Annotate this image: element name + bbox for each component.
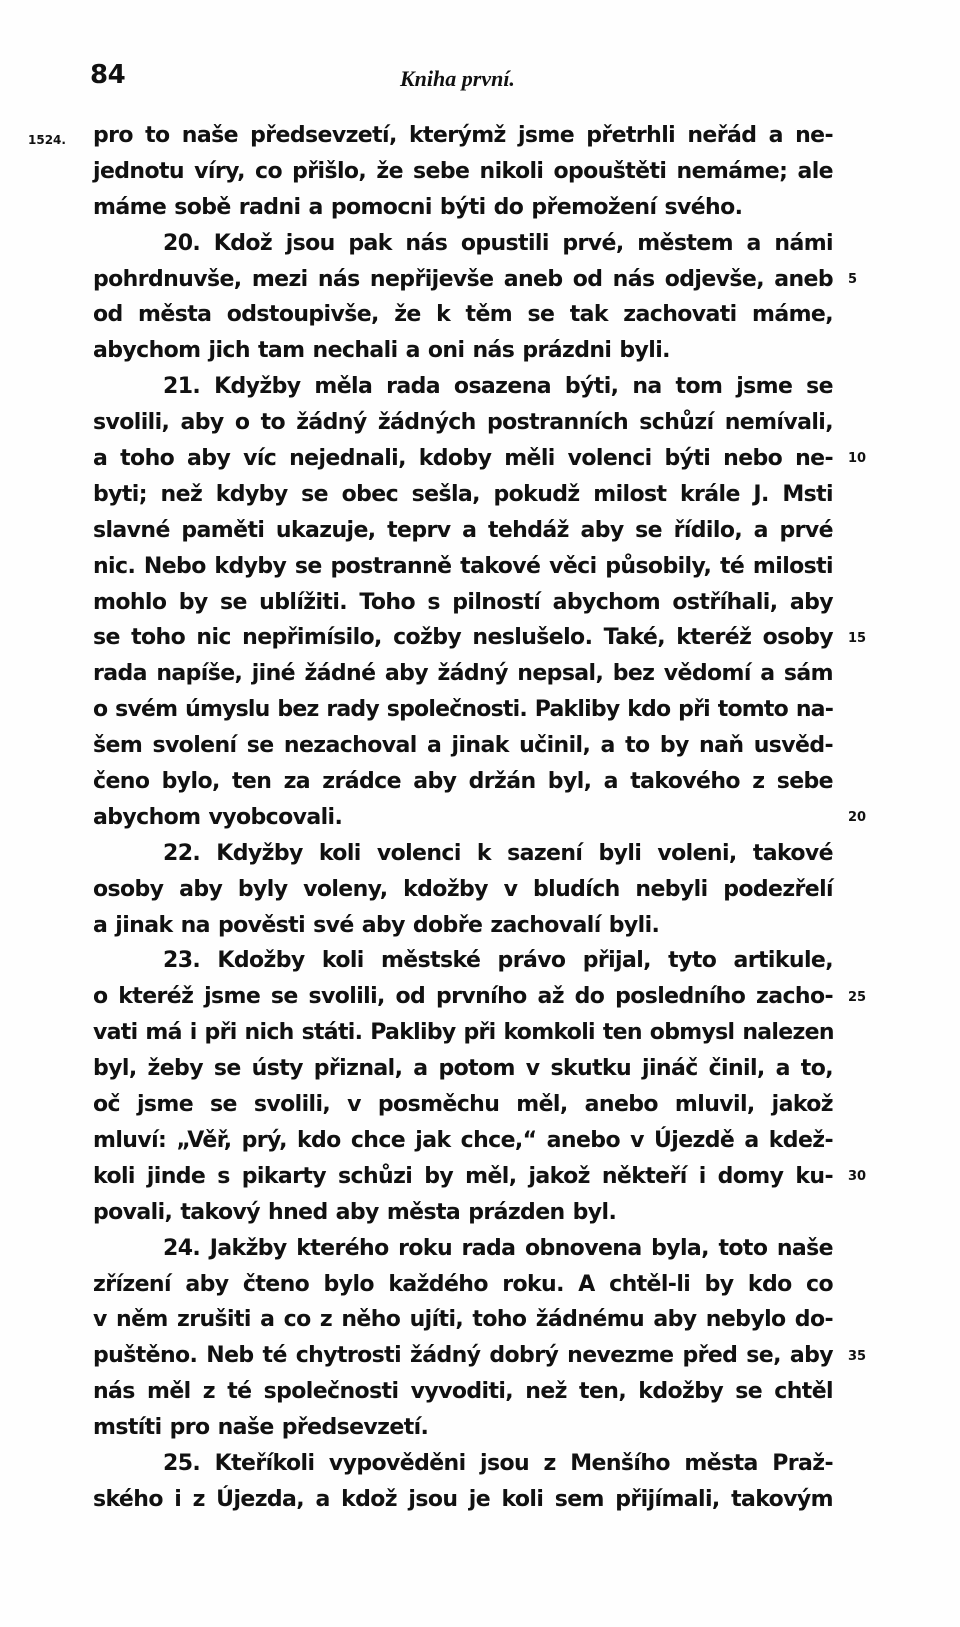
text-line: pohrdnuvše, mezi nás nepřijevše aneb od nás odjevše, aneb xyxy=(93,266,833,292)
text-line: nic. Nebo kdyby se postranně takové věci působily, té milosti xyxy=(93,553,833,579)
text-line: abychom vyobcovali. xyxy=(93,804,343,830)
text-line: máme sobě radni a pomocni býti do přemožení svého. xyxy=(93,194,743,220)
text-line: oč jsme se svolili, v posměchu měl, anebo mluvil, jakož xyxy=(93,1092,833,1118)
text-line: se toho nic nepřimísilo, cožby neslušelo. Také, kteréž osoby xyxy=(93,625,833,651)
text-line: čeno bylo, ten za zrádce aby držán byl, a takového z sebe xyxy=(93,769,833,795)
text-line: mohlo by se ublížiti. Toho s pilností abychom ostříhali, aby xyxy=(93,589,833,615)
text-line: mluví: „Věř, prý, kdo chce jak chce,“ anebo v Újezdě a kdež- xyxy=(93,1127,833,1153)
text-line: svolili, aby o to žádný žádných postranních schůzí nemívali, xyxy=(93,410,833,436)
text-line: o svém úmyslu bez rady společnosti. Pakliby kdo při tomto na- xyxy=(93,697,834,723)
text-line: a jinak na pověsti své aby dobře zachovalí byli. xyxy=(93,912,660,938)
text-line: byti; než kdyby se obec sešla, pokudž milost krále J. Msti xyxy=(93,481,833,507)
text-line: koli jinde s pikarty schůzi by měl, jakož někteří i domy ku- xyxy=(93,1163,833,1189)
text-line: 23. Kdožby koli městské právo přijal, tyto artikule, xyxy=(163,948,833,974)
text-line: ského i z Újezda, a kdož jsou je koli sem přijímali, takovým xyxy=(93,1486,833,1512)
text-line: osoby aby byly voleny, kdožby v bludích nebyli podezřelí xyxy=(93,876,833,902)
margin-line-number: 10 xyxy=(848,451,867,467)
text-line: povali, takový hned aby města prázden byl. xyxy=(93,1199,617,1225)
text-line: a toho aby víc nejednali, kdoby měli volenci býti nebo ne- xyxy=(93,446,833,472)
text-line: v něm zrušiti a co z něho ujíti, toho žádnému aby nebylo do- xyxy=(93,1307,833,1333)
margin-line-number: 5 xyxy=(848,271,858,287)
running-title: Kniha první. xyxy=(400,66,515,91)
text-line: o kteréž jsme se svolili, od prvního až do posledního zacho- xyxy=(93,984,833,1010)
margin-year-note: 1524. xyxy=(28,133,66,147)
text-line: 21. Kdyžby měla rada osazena býti, na tom jsme se xyxy=(163,374,833,400)
text-line: jednotu víry, co přišlo, že sebe nikoli opouštěti nemáme; ale xyxy=(93,158,833,184)
text-line: pro to naše předsevzetí, kterýmž jsme přetrhli neřád a ne- xyxy=(93,123,833,148)
text-line: šem svolení se nezachoval a jinak učinil, a to by naň usvěd- xyxy=(93,733,833,759)
text-line: puštěno. Neb té chytrosti žádný dobrý nevezme před se, aby xyxy=(93,1343,833,1369)
page-header xyxy=(90,60,850,100)
text-line: byl, žeby se ústy přiznal, a potom v skutku jináč činil, a to, xyxy=(93,1056,833,1082)
text-line: vati má i při nich státi. Pakliby při komkoli ten obmysl nalezen xyxy=(93,1020,834,1046)
text-line: 20. Kdož jsou pak nás opustili prvé, městem a námi xyxy=(163,230,833,256)
margin-line-number: 25 xyxy=(848,989,867,1005)
text-line: mstíti pro naše předsevzetí. xyxy=(93,1415,429,1441)
text-line: 24. Jakžby kterého roku rada obnovena byla, toto naše xyxy=(163,1235,833,1261)
page-number: 84 xyxy=(90,60,126,90)
margin-line-number: 20 xyxy=(848,810,867,826)
text-line: slavné paměti ukazuje, teprv a tehdáž aby se řídilo, a prvé xyxy=(93,517,833,543)
margin-line-number: 15 xyxy=(848,630,867,646)
body-text xyxy=(93,118,833,1518)
text-line: zřízení aby čteno bylo každého roku. A chtěl-li by kdo co xyxy=(93,1271,833,1297)
text-line: od města odstoupivše, že k těm se tak zachovati máme, xyxy=(93,302,833,328)
margin-line-number: 30 xyxy=(848,1169,867,1185)
text-line: abychom jich tam nechali a oni nás prázdni byli. xyxy=(93,338,670,364)
text-line: 25. Kteříkoli vypověděni jsou z Menšího města Praž- xyxy=(163,1450,833,1476)
text-line: 22. Kdyžby koli volenci k sazení byli voleni, takové xyxy=(163,840,833,866)
text-line: nás měl z té společnosti vyvoditi, než ten, kdožby se chtěl xyxy=(93,1379,833,1405)
text-line: rada napíše, jiné žádné aby žádný nepsal, bez vědomí a sám xyxy=(93,661,833,687)
margin-line-number: 35 xyxy=(848,1348,867,1364)
